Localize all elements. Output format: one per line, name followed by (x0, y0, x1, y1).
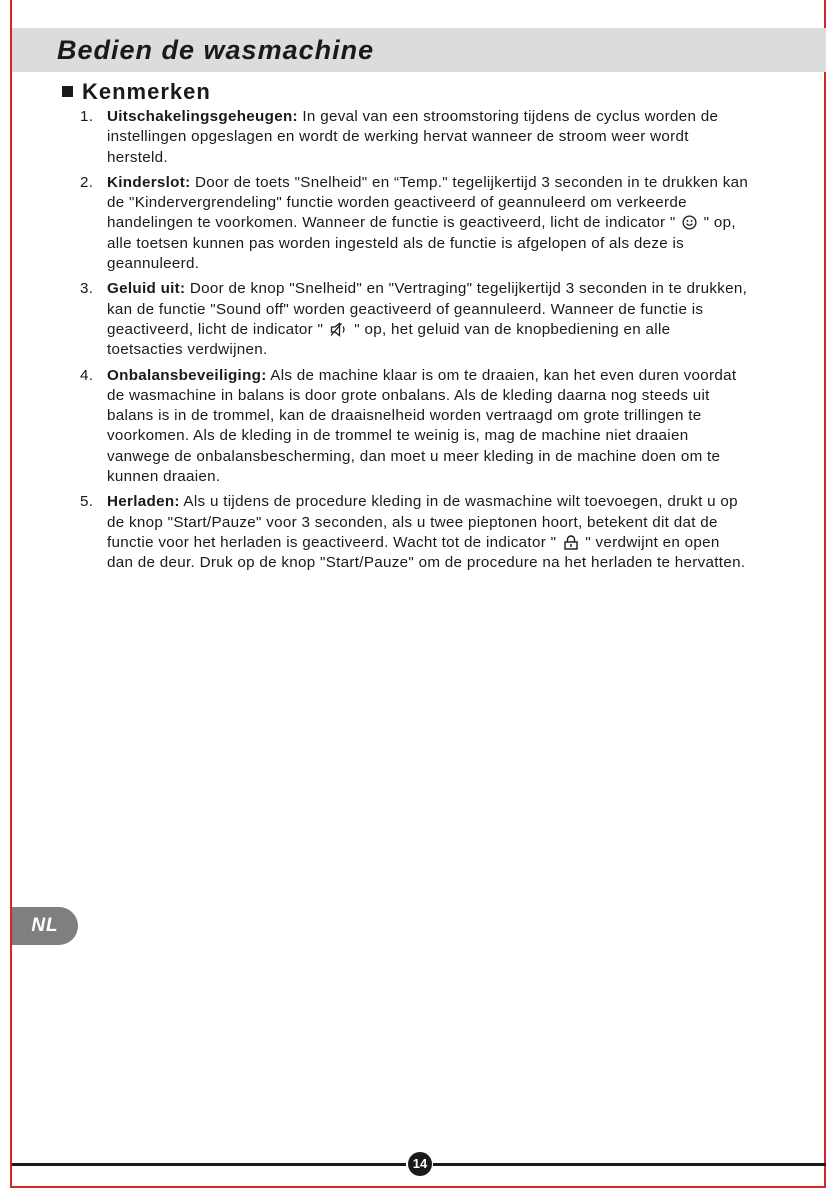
sound-off-icon (330, 322, 348, 337)
item-text: " op, alle toetsen kunnen pas worden ingesteld als de functie is afgelopen of als deze is geannuleerd. (107, 214, 736, 273)
item-text: Door de knop "Snelheid" en "Vertraging" tegelijkertijd 3 seconden in te drukken, kan de functie "Sound off" worden geactiveerd of geannuleerd. Wanneer de functie is geactiveerd, licht de indicator " (107, 280, 748, 338)
section-heading-label: Kenmerken (82, 79, 211, 104)
item-number: 3. (80, 280, 94, 298)
door-lock-icon (563, 535, 579, 550)
item-title: Geluid uit: (107, 280, 186, 298)
item-text: Als de machine klaar is om te draaien, kan het even duren voordat de wasmachine in balans is door grote onbalans. Als de kleding daarna nog steeds uit balans is in de trommel, kan de draaisnelheid worden vertraagd om grote trillingen te voorkomen. Als de kleding in de trommel te weinig is, mag de machine niet draaien vanwege de onbalansbescherming, dan moet u meer kleding in de machine doen om te kunnen draaien. (107, 366, 737, 486)
item-text: In geval van een stroomstoring tijdens de cyclus worden de instellingen opgeslagen en wordt de werking hervat wanneer de stroom weer wordt hersteld. (107, 108, 719, 166)
item-text: Door de toets "Snelheid" en “Temp." tegelijkertijd 3 seconden in te drukken kan de "Kindervergrendeling" functie worden geactiveerd of geannuleerd om verkeerde handelingen te voorkomen. Wanneer de functie is geactiveerd, licht de indicator " (107, 173, 749, 232)
footer-rule-right (433, 1163, 826, 1166)
section-heading (62, 79, 211, 105)
item-number: 4. (80, 366, 94, 384)
item-number: 2. (80, 173, 94, 191)
page-number: 14 (408, 1152, 432, 1176)
language-tab: NL (12, 907, 78, 945)
smiley-icon (682, 215, 697, 230)
item-title: Herladen: (107, 493, 180, 511)
feature-item-5 (80, 492, 750, 573)
item-title: Kinderslot: (107, 173, 191, 191)
item-text: " op, het geluid van de knopbediening en alle toetsacties verdwijnen. (107, 320, 671, 359)
feature-item-2 (80, 173, 750, 274)
footer-rule-left (12, 1163, 406, 1166)
feature-item-3 (80, 279, 750, 360)
feature-item-4 (80, 366, 750, 488)
page-title: Bedien de wasmachine (57, 35, 375, 65)
item-title: Onbalansbeveiliging: (107, 366, 267, 384)
feature-item-1 (80, 107, 750, 168)
square-bullet-icon (62, 86, 73, 97)
item-text: " verdwijnt en open dan de deur. Druk op de knop "Start/Pauze" om de procedure na het herladen te hervatten. (107, 533, 746, 572)
item-number: 1. (80, 108, 94, 125)
item-text: Als u tijdens de procedure kleding in de wasmachine wilt toevoegen, drukt u op de knop "Start/Pauze" voor 3 seconden, als u twee pieptonen hoort, betekent dit dat de functie voor het herladen is geactiveerd. Wacht tot de indicator " (107, 493, 738, 551)
item-number: 5. (80, 493, 94, 511)
feature-list (80, 107, 750, 579)
item-title: Uitschakelingsgeheugen: (107, 108, 298, 125)
